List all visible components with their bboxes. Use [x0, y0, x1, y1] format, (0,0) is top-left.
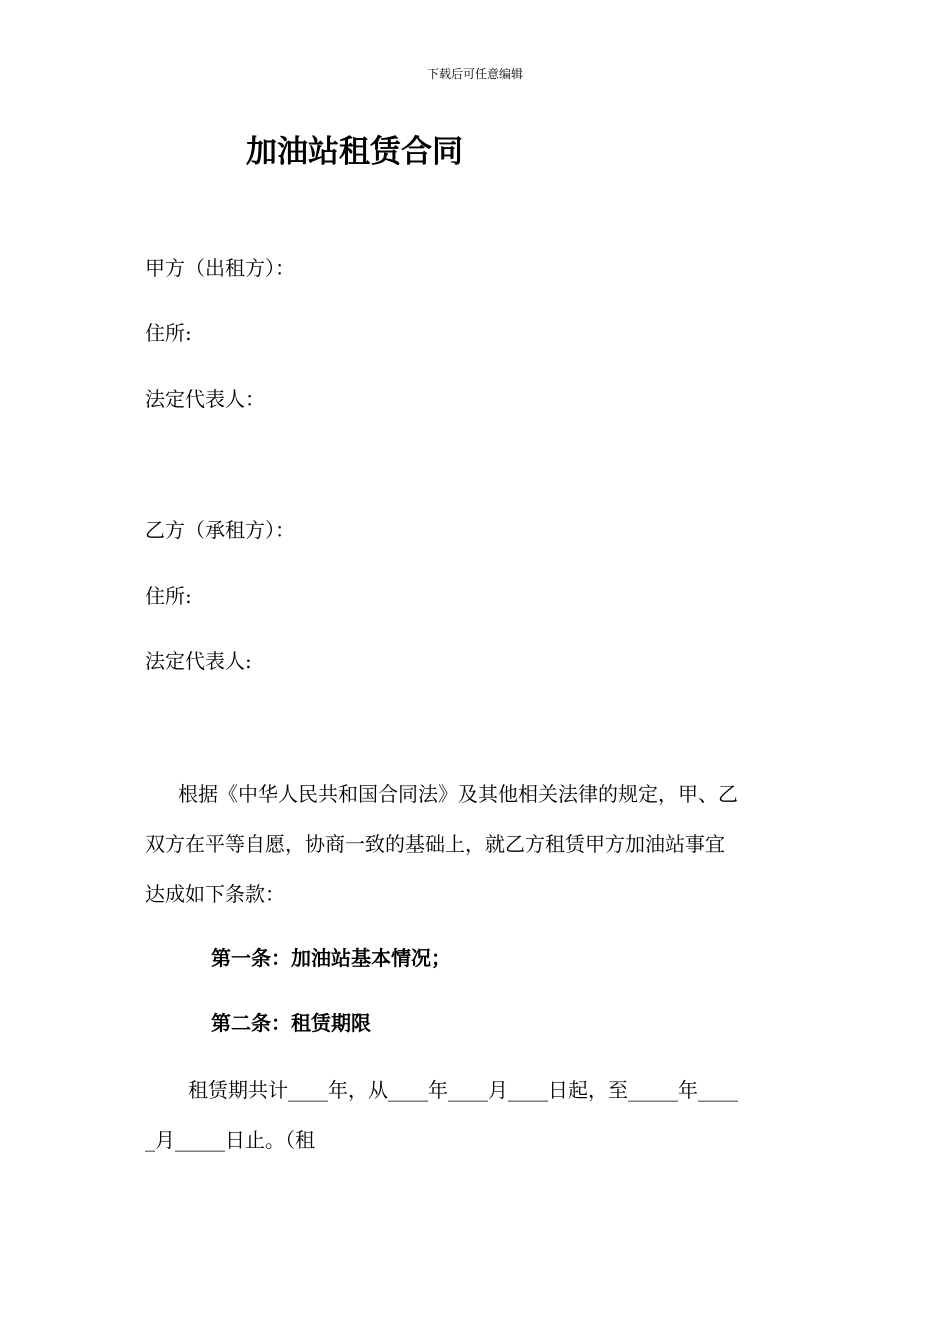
article-one-heading: 第一条：加油站基本情况； — [211, 946, 451, 970]
lease-term-paragraph — [145, 1074, 807, 1156]
lease-term-line-2: _月_____日止。（租 — [145, 1128, 315, 1152]
preamble-line-3: 达成如下条款： — [145, 882, 285, 906]
lease-term-line-1: 租赁期共计____年，从____年____月____日起，至_____年____ — [188, 1078, 738, 1102]
party-b-label: 乙方（承租方）： — [145, 518, 295, 542]
party-a-representative: 法定代表人： — [145, 387, 265, 411]
party-b-representative: 法定代表人: — [145, 649, 252, 673]
party-a-address: 住所: — [145, 321, 192, 345]
article-two-heading: 第二条：租赁期限 — [211, 1011, 371, 1035]
preamble-line-1: 根据《中华人民共和国合同法》及其他相关法律的规定，甲、乙 — [178, 782, 738, 806]
preamble-line-2: 双方在平等自愿，协商一致的基础上，就乙方租赁甲方加油站事宜 — [145, 832, 725, 856]
header-note: 下载后可任意编辑 — [426, 67, 523, 81]
preamble-paragraph — [145, 778, 807, 910]
party-a-label: 甲方（出租方）： — [145, 256, 295, 280]
party-b-address: 住所: — [145, 584, 192, 608]
document-title: 加油站租赁合同 — [246, 134, 463, 170]
